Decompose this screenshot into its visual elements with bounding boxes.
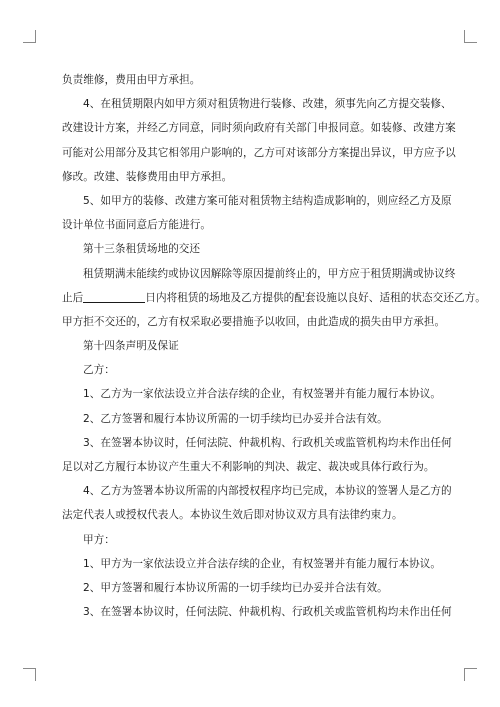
- text-line: 法定代表人或授权代表人。本协议生效后即对协议双方具有法律约束力。: [62, 509, 403, 522]
- text-line: 4、在租赁期限内如甲方须对租赁物进行装修、改建，须事先向乙方提交装修、: [83, 98, 452, 111]
- text-line: 4、乙方为签署本协议所需的内部授权程序均已完成，本协议的签署人是乙方的: [83, 485, 452, 498]
- text-segment: 止后: [62, 291, 84, 304]
- document-body: [62, 68, 486, 624]
- text-line-with-blank: [62, 286, 486, 310]
- text-line: 5、如甲方的装修、改建方案可能对租赁物主结构造成影响的，则应经乙方及原: [83, 194, 452, 207]
- text-line: 修改。改建、装修费用由甲方承担。: [62, 170, 233, 183]
- text-line: 2、乙方签署和履行本协议所需的一切手续均已办妥并合法有效。: [83, 412, 388, 425]
- crop-mark-top-left: [23, 30, 36, 43]
- text-segment: 日内将租赁的场地及乙方提供的配套设施以良好、适租的状态交还乙方。: [145, 291, 486, 304]
- text-line: 1、甲方为一家依法设立并合法存续的企业，有权签署并有能力履行本协议。: [83, 557, 442, 570]
- text-line: 足以对乙方履行本协议产生重大不利影响的判决、裁定、裁决或具体行政行为。: [62, 461, 435, 473]
- text-line: 甲方拒不交还的，乙方有权采取必要措施予以收回，由此造成的损失由甲方承担。: [62, 315, 446, 328]
- text-line: 1、乙方为一家依法设立并合法存续的企业，有权签署并有能力履行本协议。: [83, 388, 442, 401]
- text-line: 租赁期满未能续约或协议因解除等原因提前终止的，甲方应于租赁期满或协议终: [83, 267, 456, 280]
- section-heading: 第十四条声明及保证: [83, 340, 179, 353]
- crop-mark-bottom-right: [464, 668, 477, 681]
- party-label: 甲方：: [83, 533, 115, 546]
- crop-mark-top-right: [464, 30, 477, 43]
- text-line: 改建设计方案，并经乙方同意，同时须向政府有关部门申报同意。如装修、改建方案: [62, 122, 456, 135]
- section-heading: 第十三条租赁场地的交还: [83, 243, 201, 256]
- text-line: 3、在签署本协议时，任何法院、仲裁机构、行政机关或监管机构均未作出任何: [83, 436, 452, 449]
- text-line: 设计单位书面同意后方能进行。: [62, 219, 212, 232]
- text-line: 可能对公用部分及其它相邻用户影响的，乙方可对该部分方案提出异议，甲方应予以: [62, 146, 456, 159]
- crop-mark-bottom-left: [23, 668, 36, 681]
- text-line: 3、在签署本协议时，任何法院、仲裁机构、行政机关或监管机构均未作出任何: [83, 606, 452, 619]
- fill-in-blank: [83, 290, 145, 303]
- party-label: 乙方：: [83, 364, 115, 377]
- text-line: 负责维修，费用由甲方承担。: [62, 74, 201, 86]
- text-line: 2、甲方签署和履行本协议所需的一切手续均已办妥并合法有效。: [83, 581, 388, 594]
